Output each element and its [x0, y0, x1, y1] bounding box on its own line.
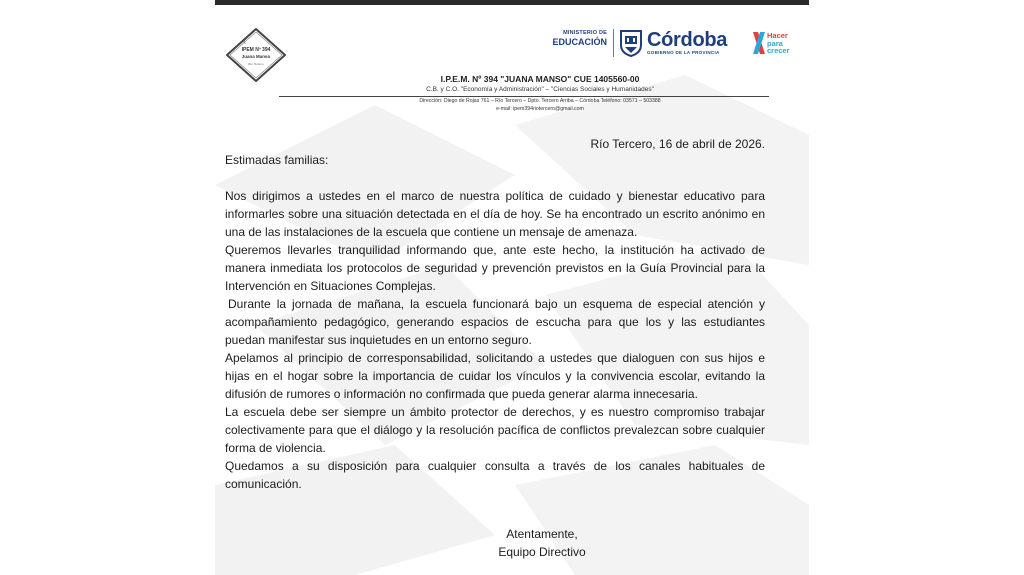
- institution-address: Dirección: Diego de Rojas 761 – Río Tercero – Dpto. Tercero Arriba – Córdoba Teléfono: 03571 – 503388: [419, 98, 661, 104]
- body-paragraph: La escuela debe ser siempre un ámbito protector de derechos, y es nuestro compromiso trabajar colectivamente para que el diálogo y la resolución pacífica de conflictos prevalezcan sobre cualquier forma de violencia.: [225, 405, 765, 455]
- letter-document: [215, 5, 809, 575]
- province-logo: [647, 29, 727, 55]
- provincial-shield-icon: [619, 29, 643, 57]
- body-paragraph: Queremos llevarles tranquilidad informando que, ante este hecho, la institución ha activado de manera inmediata los protocolos de seguridad y prevención previstos en la Guía Provincial para la Intervención en Situaciones Complejas.: [225, 243, 765, 293]
- header-divider: [279, 96, 769, 97]
- ministry-logo: [543, 31, 607, 47]
- body-paragraph: Durante la jornada de mañana, la escuela funcionará bajo un esquema de especial atención y acompañamiento pedagógico, generando espacios de escucha para que los y las estudiantes puedan manifestar sus inquietudes en un entorno seguro.: [225, 297, 765, 347]
- institution-email: e-mail: ipem394riotercero@gmail.com: [496, 106, 584, 112]
- slogan-line3: crecer: [767, 46, 790, 55]
- institution-title: I.P.E.M. Nº 394 "JUANA MANSO" CUE 1405560-00: [440, 74, 640, 84]
- slogan-line1: Hacer: [767, 31, 788, 40]
- letter-body: [225, 187, 765, 493]
- letter-greeting: Estimadas familias:: [225, 153, 329, 167]
- slogan-line2: para: [767, 38, 783, 48]
- ministry-line2: EDUCACIÓN: [552, 36, 607, 47]
- body-paragraph: Apelamos al principio de corresponsabilidad, solicitando a ustedes que dialoguen con sus hijos e hijas en el hogar sobre la importancia de cuidar los vínculos y la convivencia escolar, evitando la difusión de rumores o información no confirmada que pueda generar alarma innecesaria.: [225, 351, 765, 401]
- letter-closing: [215, 525, 809, 561]
- slogan-x-icon: [752, 29, 766, 57]
- slogan-logo: [752, 29, 800, 57]
- school-logo: [223, 27, 289, 83]
- institution-subtitle: C.B. y C.O. "Economía y Administración" – "Ciencias Sociales y Humanidades": [426, 86, 654, 93]
- province-name: Córdoba: [647, 29, 728, 51]
- province-subtitle: GOBIERNO DE LA PROVINCIA: [647, 50, 720, 55]
- body-paragraph: Quedamos a su disposición para cualquier consulta a través de los canales habituales de comunicación.: [225, 459, 765, 491]
- logo-divider: [613, 29, 614, 57]
- school-logo-city: Río Tercero: [248, 62, 264, 66]
- moon-icon: ☾: [243, 40, 249, 46]
- body-paragraph: Nos dirigimos a ustedes en el marco de nuestra política de cuidado y bienestar educativo para informarles sobre una situación detectada en el día de hoy. Se ha encontrado un escrito anónimo en una de las instalaciones de la escuela que contiene un mensaje de amenaza.: [225, 189, 765, 239]
- ministry-line1: MINISTERIO DE: [563, 30, 607, 36]
- school-logo-subname: Juana Manso: [241, 54, 271, 59]
- closing-salutation: Atentamente,: [506, 527, 578, 541]
- letter-date: Río Tercero, 16 de abril de 2026.: [590, 137, 765, 151]
- signature: Equipo Directivo: [498, 545, 586, 559]
- school-logo-name: IPEM Nº 394: [241, 47, 271, 53]
